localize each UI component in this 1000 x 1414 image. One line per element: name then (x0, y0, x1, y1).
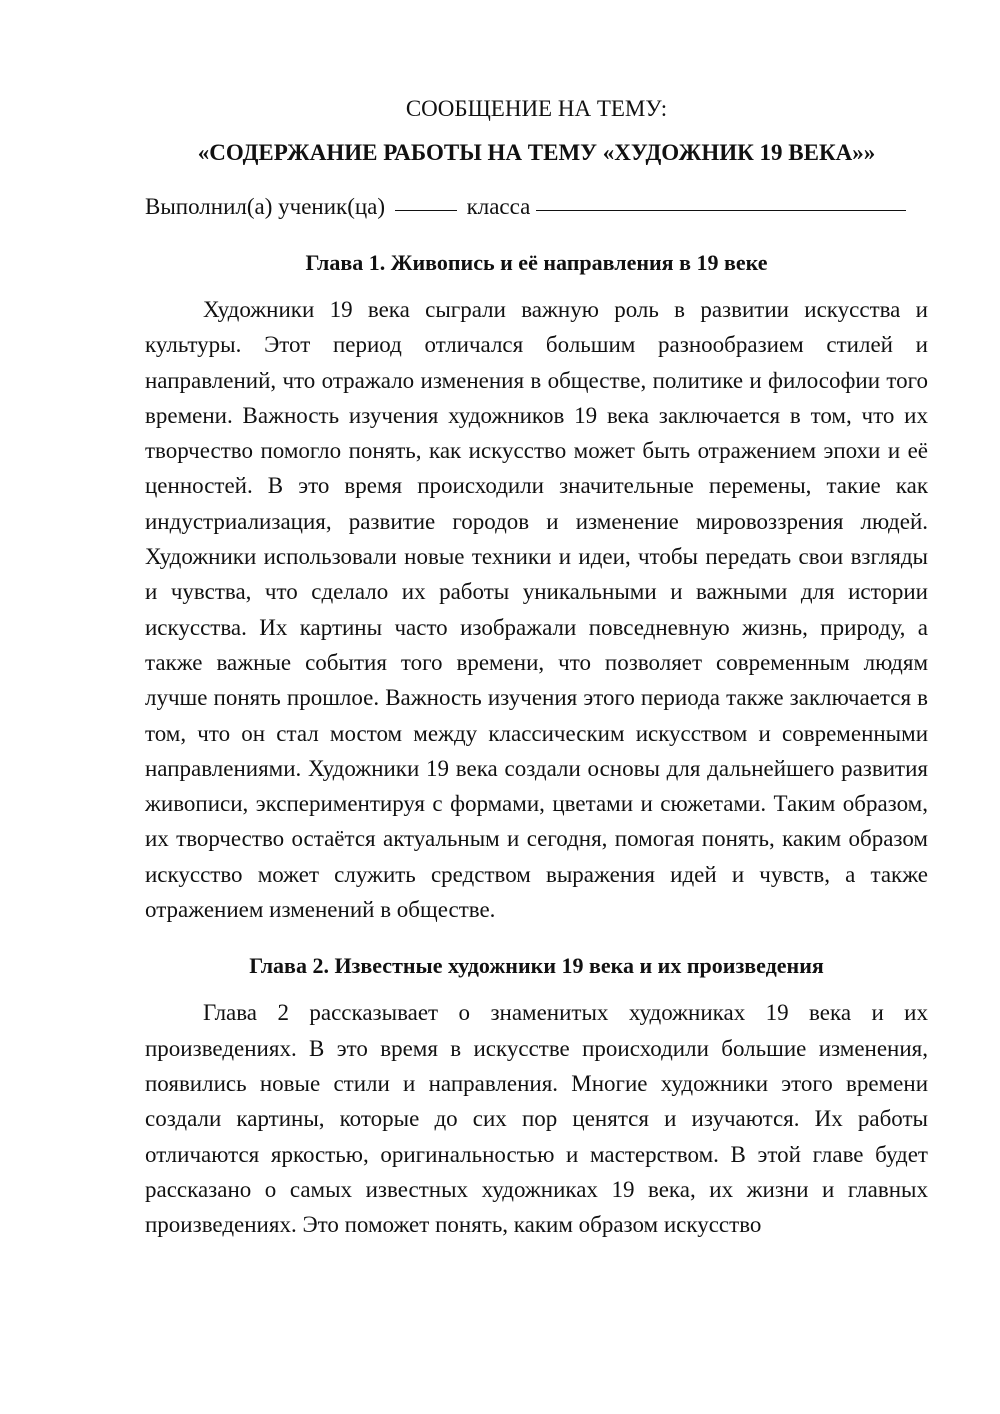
student-name-blank (536, 209, 906, 211)
student-class-word: класса (466, 194, 531, 219)
class-number-blank (395, 209, 457, 211)
student-info-line (145, 190, 928, 224)
document-page (145, 90, 928, 1242)
chapter-2-paragraph: Глава 2 рассказывает о знаменитых художниках 19 века и их произведениях. В это время в искусстве происходили большие изменения, появились новые стили и направления. Многие художники этого времени создали картины, которые до сих пор ценятся и изучаются. Их работы отличаются яркостью, оригинальностью и мастерством. В этой главе будет рассказано о самых известных художниках 19 века, их жизни и главных произведениях. Это поможет понять, каким образом искусство (145, 1000, 928, 1238)
chapter-1-title: Глава 1. Живопись и её направления в 19 веке (305, 250, 768, 275)
document-header-topic: СООБЩЕНИЕ НА ТЕМУ: (405, 96, 668, 121)
document-header-title: «СОДЕРЖАНИЕ РАБОТЫ НА ТЕМУ «ХУДОЖНИК 19 ВЕКА»» (197, 140, 876, 165)
student-prefix: Выполнил(а) ученик(ца) (145, 194, 386, 219)
chapter-1-paragraph: Художники 19 века сыграли важную роль в развитии искусства и культуры. Этот период отличался большим разнообразием стилей и направлений, что отражало изменения в обществе, политике и философии того времени. Важность изучения художников 19 века заключается в том, что их творчество помогло понять, как искусство может быть отражением эпохи и её ценностей. В это время происходили значительные перемены, такие как индустриализация, развитие городов и изменение мировоззрения людей. Художники использовали новые техники и идеи, чтобы передать свои взгляды и чувства, что сделало их работы уникальными и важными для истории искусства. Их картины часто изображали повседневную жизнь, природу, а также важные события того времени, что позволяет современным людям лучше понять прошлое. Важность изучения этого периода также заключается в том, что он стал мостом между классическим искусством и современными направлениями. Художники 19 века создали основы для дальнейшего развития живописи, экспериментируя с формами, цветами и сюжетами. Таким образом, их творчество остаётся актуальным и сегодня, помогая понять, каким образом искусство может служить средством выражения идей и чувств, а также отражением изменений в обществе. (145, 297, 928, 923)
chapter-2-title: Глава 2. Известные художники 19 века и их произведения (249, 953, 824, 979)
